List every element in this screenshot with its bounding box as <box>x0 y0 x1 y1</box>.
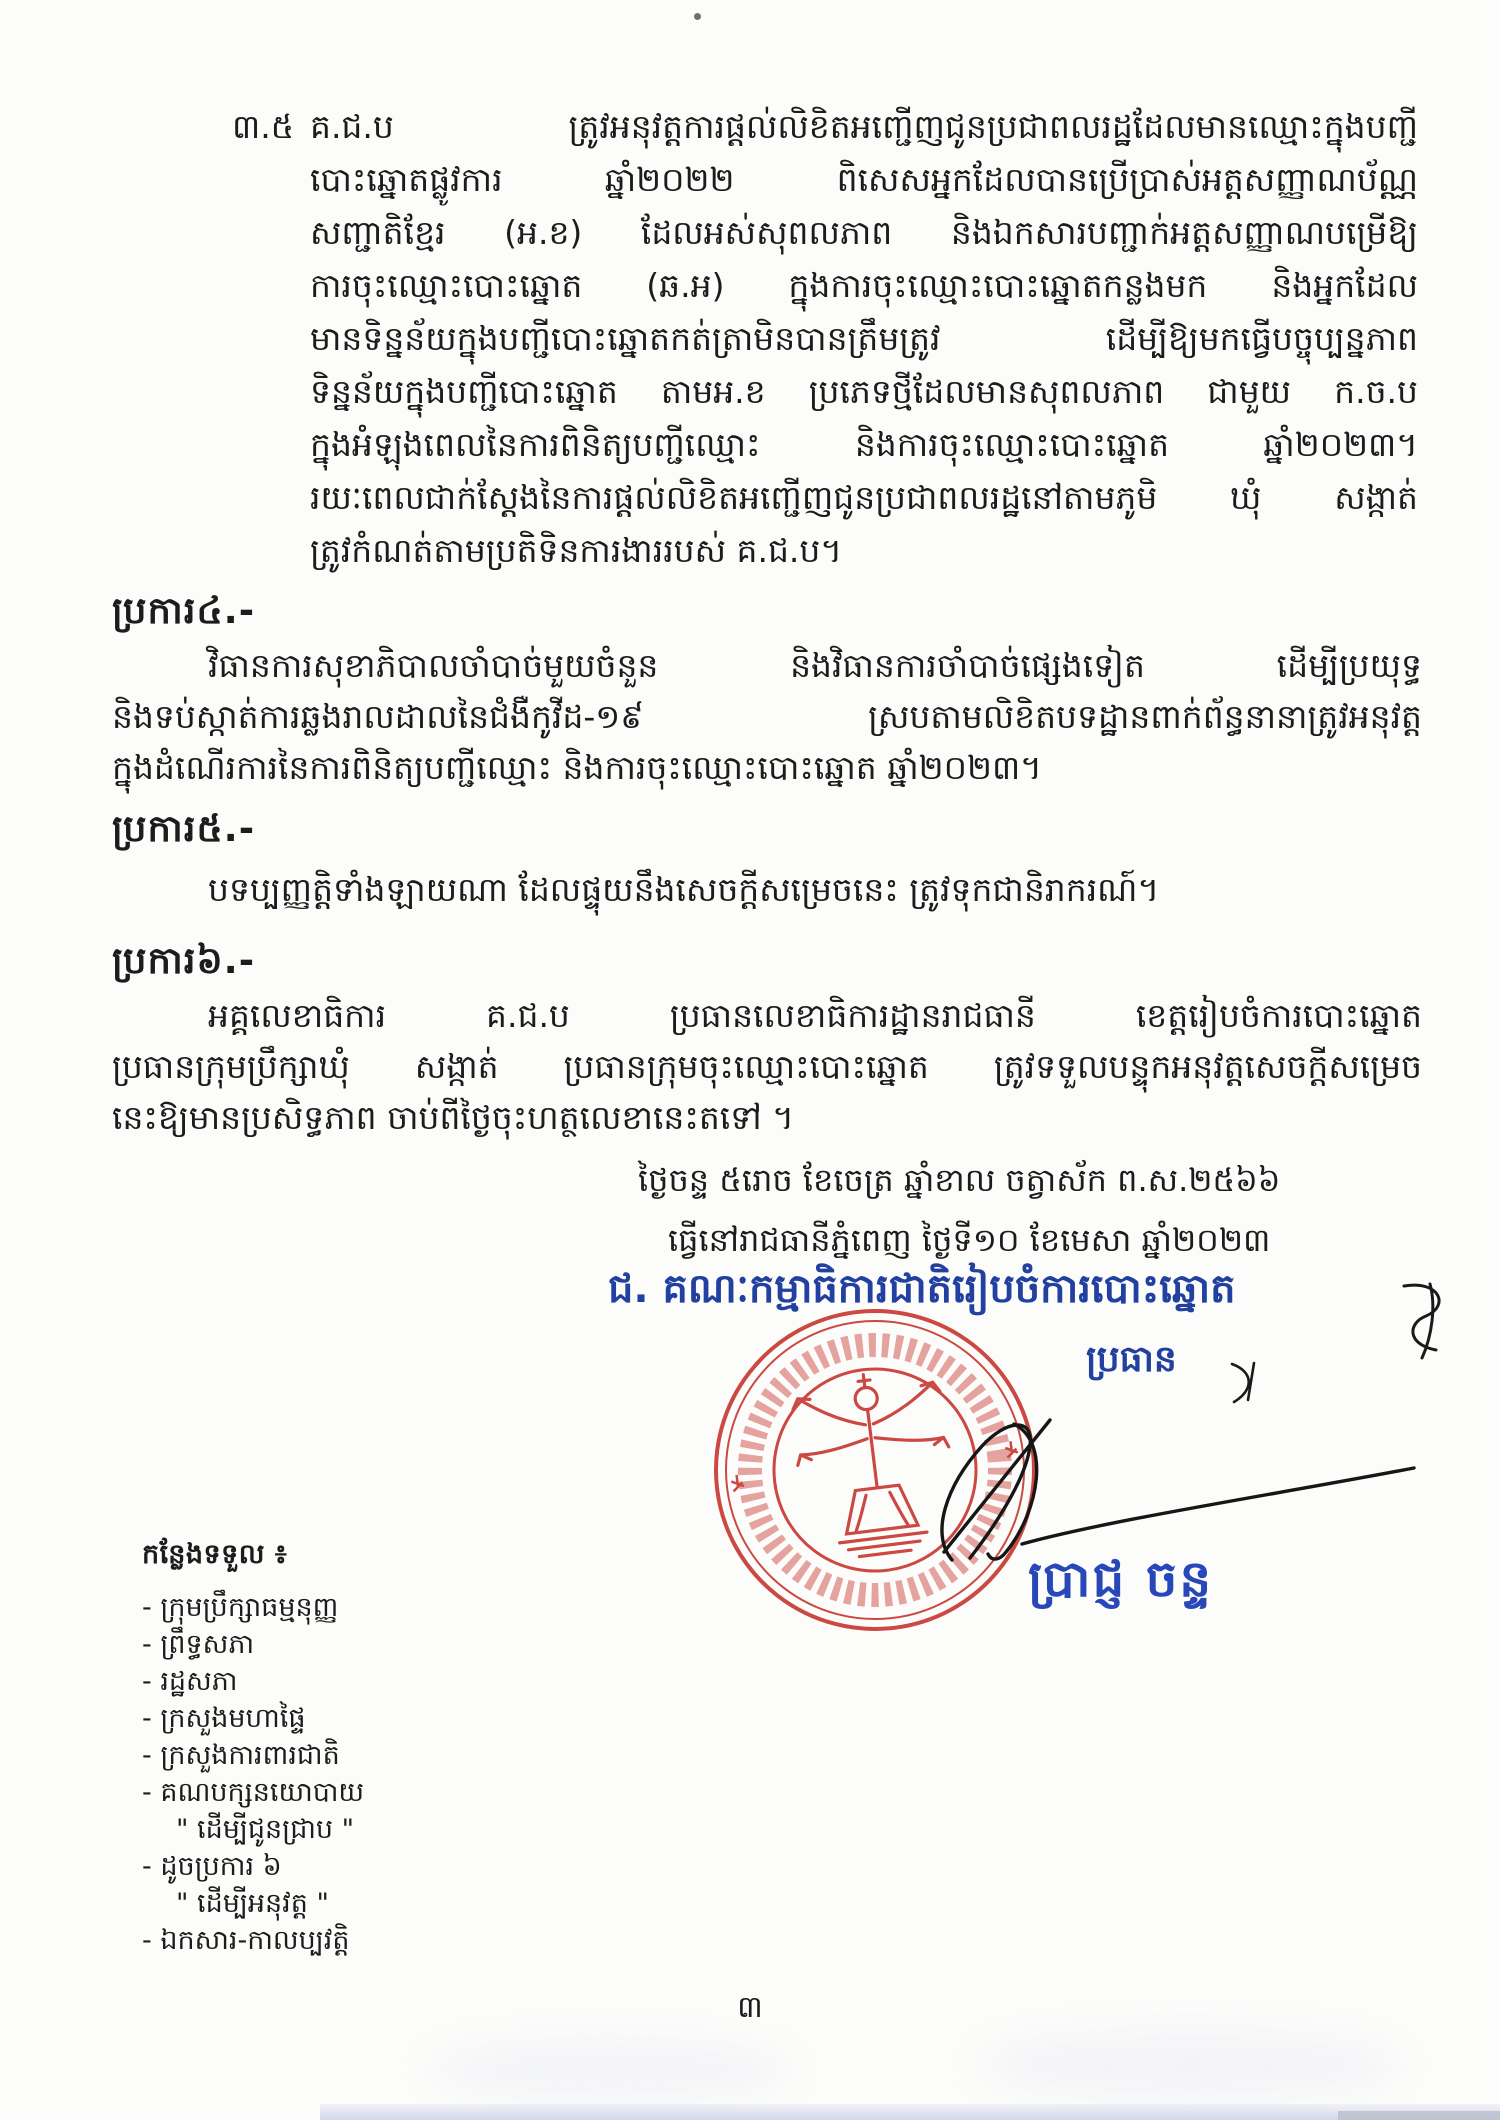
recipient-item: - ក្រសួងការពារជាតិ <box>142 1740 340 1771</box>
recipient-note: " ដើម្បីជូនជ្រាប " <box>176 1814 355 1845</box>
body-line: បោះឆ្នោតផ្លូវការ ឆ្នាំ២០២២ ពិសេសអ្នកដែលបានប្រើប្រាស់អត្តសញ្ញាណប័ណ្ណ <box>310 160 1418 199</box>
recipients-heading: កន្លែងទទួល ៖ <box>142 1539 288 1570</box>
body-line: ទិន្នន័យក្នុងបញ្ជីបោះឆ្នោត តាមអ.ខ ប្រភេទថ្មីដែលមានសុពលភាព ជាមួយ ក.ច.ប <box>310 372 1418 411</box>
recipient-note: " ដើម្បីអនុវត្ត " <box>176 1888 329 1919</box>
body-line: នេះឱ្យមានប្រសិទ្ធភាព ចាប់ពីថ្ងៃចុះហត្ថលេខានេះតទៅ ។ <box>112 1098 794 1137</box>
body-line: ក្នុងដំណើរការនៃការពិនិត្យបញ្ជីឈ្មោះ និងការចុះឈ្មោះបោះឆ្នោត ឆ្នាំ២០២៣។ <box>112 748 1042 787</box>
body-line: និងទប់ស្កាត់ការឆ្លងរាលដាលនៃជំងឺកូវីដ-១៩ ស្របតាមលិខិតបទដ្ឋានពាក់ព័ន្ធនានាត្រូវអនុវត្ត <box>112 697 1422 736</box>
body-line: មានទិន្នន័យក្នុងបញ្ជីបោះឆ្នោតកត់ត្រាមិនបានត្រឹមត្រូវ ដើម្បីឱ្យមកធ្វើបច្ចុប្បន្នភាព <box>310 319 1418 358</box>
body-line: ប្រធានក្រុមប្រឹក្សាឃុំ សង្កាត់ ប្រធានក្រុមចុះឈ្មោះបោះឆ្នោត ត្រូវទទួលបន្ទុកអនុវត្តសេចក្តីសម្រេច <box>112 1047 1422 1086</box>
body-line: គ.ជ.ប ត្រូវអនុវត្តការផ្តល់លិខិតអញ្ជើញជូនប្រជាពលរដ្ឋដែលមានឈ្មោះក្នុងបញ្ជី <box>310 107 1418 146</box>
recipient-item: - ព្រឹទ្ធសភា <box>142 1629 255 1660</box>
article-6-paragraph <box>112 990 1422 1143</box>
recipient-item: - ក្រសួងមហាផ្ទៃ <box>142 1703 306 1734</box>
lunar-date-line: ថ្ងៃចន្ទ ៥រោច ខែចេត្រ ឆ្នាំខាល ចត្វាស័ក ព.ស.២៥៦៦ <box>638 1161 1281 1199</box>
page-number: ៣ <box>737 1990 763 2025</box>
signer-role: ប្រធាន <box>1086 1339 1177 1380</box>
scan-edge-artifact <box>1338 2111 1500 2120</box>
recipient-item: - រដ្ឋសភា <box>142 1666 238 1697</box>
handwritten-mark-icon <box>1224 1358 1266 1406</box>
recipient-item: - ក្រុមប្រឹក្សាធម្មនុញ្ញ <box>142 1592 339 1623</box>
article-4-paragraph <box>112 640 1422 793</box>
body-line: ការចុះឈ្មោះបោះឆ្នោត (ឆ.អ) ក្នុងការចុះឈ្មោះបោះឆ្នោតកន្លងមក និងអ្នកដែល <box>310 266 1418 305</box>
clause-number: ៣.៥ <box>232 107 295 146</box>
recipient-item: - ដូចប្រការ ៦ <box>142 1851 282 1882</box>
body-line: អគ្គលេខាធិការ គ.ជ.ប ប្រធានលេខាធិការដ្ឋានរាជធានី ខេត្តរៀបចំការបោះឆ្នោត <box>208 996 1422 1035</box>
body-line: បទប្បញ្ញត្តិទាំងឡាយណា ដែលផ្ទុយនឹងសេចក្តីសម្រេចនេះ ត្រូវទុកជានិរាករណ៍។ <box>208 870 1160 909</box>
body-line: រយៈពេលជាក់ស្តែងនៃការផ្តល់លិខិតអញ្ជើញជូនប្រជាពលរដ្ឋនៅតាមភូមិ ឃុំ សង្កាត់ <box>310 478 1418 517</box>
clause-3-5-paragraph <box>310 100 1418 577</box>
scan-speck <box>694 13 701 20</box>
recipient-item: - ឯកសារ-កាលប្បវត្តិ <box>142 1925 350 1956</box>
scan-smudge <box>980 2030 1400 2100</box>
article-4-heading: ប្រការ៤.- <box>112 589 256 632</box>
scan-edge-artifact <box>320 2104 1500 2120</box>
signer-name: ប្រាជ្ញ ចន្ទ <box>1028 1550 1214 1608</box>
scan-smudge <box>430 2040 790 2100</box>
body-line: វិធានការសុខាភិបាលចាំបាច់មួយចំនួន និងវិធានការចាំបាច់ផ្សេងទៀត ដើម្បីប្រយុទ្ធ <box>208 646 1422 685</box>
body-line: ត្រូវកំណត់តាមប្រតិទិនការងាររបស់ គ.ជ.ប។ <box>310 531 843 570</box>
article-5-heading: ប្រការ៥.- <box>112 807 256 850</box>
handwritten-mark-icon <box>1392 1278 1462 1363</box>
recipients-block <box>142 1538 602 1959</box>
article-6-heading: ប្រការ៦.- <box>112 939 256 982</box>
body-line: ក្នុងអំឡុងពេលនៃការពិនិត្យបញ្ជីឈ្មោះ និងការចុះឈ្មោះបោះឆ្នោត ឆ្នាំ២០២៣។ <box>310 425 1418 464</box>
article-5-paragraph <box>112 864 1422 915</box>
committee-name-line: ជ. គណៈកម្មាធិការជាតិរៀបចំការបោះឆ្នោត <box>608 1266 1236 1312</box>
gregorian-date-line: ធ្វើនៅរាជធានីភ្នំពេញ ថ្ងៃទី១០ ខែមេសា ឆ្នាំ២០២៣ <box>668 1221 1271 1259</box>
body-line: សញ្ជាតិខ្មែរ (អ.ខ) ដែលអស់សុពលភាព និងឯកសារបញ្ជាក់អត្តសញ្ញាណបម្រើឱ្យ <box>310 213 1418 252</box>
recipient-item: - គណបក្សនយោបាយ <box>142 1777 365 1808</box>
chairman-signature-icon <box>918 1402 1430 1577</box>
